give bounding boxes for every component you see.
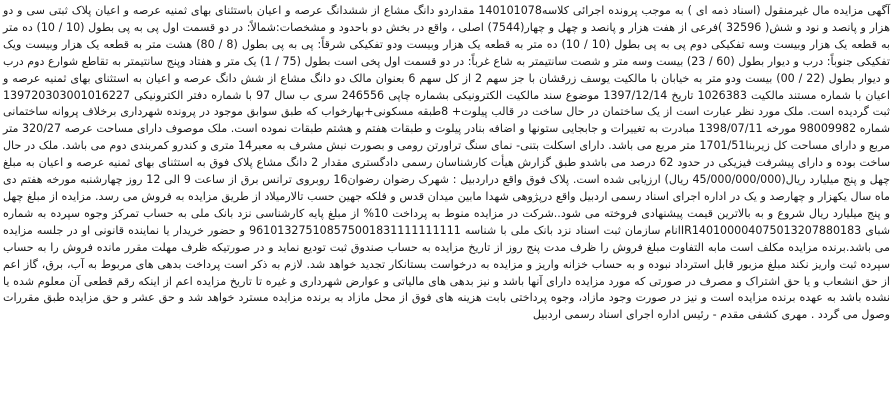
- notice-body-text: آگهی مزایده مال غیرمنقول (اسناد ذمه ای ) به موجب پرونده اجرائی کلاسه140101078 مقداردو دانگ مشاع از ششدانگ عرصه و اعیان باستثنای بهای ثمنیه عرصه و اعیان پلاک ثبتی سی و دو هزار و پانصد و نود و شش( 32596 )فرعی از هفت هزار و پانصد و چهل و چهار(7544) اصلی ، واقع در بخش دو باحدود و مشخصات:شمالاً: در دو قسمت اول پی به پی بطول (10 / 10) ده متر به قطعه یک هزار وبیست وسه تفکیکی دوم پی به پی بطول (10 / 10) ده متر به قطعه یک هزار وبیست ودو تفکیکی شرقاً: پی به پی بطول (8 / 80) هشت متر به قطعه یک هزار وبیست ویک تفکیکی جنوباً: درب و دیوار بطول (60 / 23) بیست وسه متر و شصت سانتیمتر به شاع غرباً: در دو قسمت اول پخی است بطول (75 / 1) یک متر و هفتاد وپنج سانتیمتر به تقاطع شوارع دوم درب و دیوار بطول (22 / 00) بیست ودو متر به خیابان با مالکیت یوسف زرقشان با جز سهم 2 از کل سهم 6 بعنوان مالک دو دانگ مشاع از شش دانگ عرصه و اعیان به استثنای بهای ثمنیه عرصه و اعیان با شماره مستند مالکیت 1026383 تاریخ 1397/12/14 موضوع سند مالکیت الکترونیکی بشماره چاپی 246556 سری ب سال 97 با شماره دفتر الکترونیکی 139720303001016227 ثبت گردیده است. ملک مورد نظر عبارت است از یک ساختمان در حال ساخت در قالب پیلوت+ 8طبقه مسکونی+بهارخواب که طبق سوابق موجود در پرونده شهرداری برخلاف پروانه ساختمانی شماره 98009982 مورخه 1398/07/11 مبادرت به تغییرات و جابجایی ستونها و اضافه بنادر پیلوت و طبقات هفتم و هشتم طبقات نموده است. ملک موصوف دارای مساحت عرصه 320/27 متر مربع و دارای مساحت کل زیربنا1701/51 متر مربع می باشد. دارای اسکلت بتنی- نمای سنگ تراورتن رومی و بصورت نبش مشرف به معبر14 متری و کندرو کمربندی دوم می باشد. ملک در حال ساخت بوده و دارای پیشرفت فیزیکی در حدود 62 درصد می باشدو طبق گزارش هیأت کارشناسان رسمی دادگستری مقدار 2 دانگ مشاع پلاک فوق به استثنای بهای ثمنیه عرصه و اعیان به مبلغ چهل و پنج میلیارد ریال(45/000/000/000 ریال) ارزیابی شده است. پلاک فوق واقع دراردبیل : شهرک رضوان رضوان16 روبروی ترانس برق از ساعت 9 الی 12 روز چهارشنبه مورخه هفتم دی ماه سال یکهزار و چهارصد و یک در اداره اجرای اسناد رسمی اردبیل واقع درپژوهی شهدا مابین میدان قدس و فلکه جهین حسب تالارمیلاد از طریق مزایده به فروش می رسد. مزایده از مبلغ چهل و پنج میلیارد ریال شروع و به بالاترین قیمت پیشنهادی فروخته می شود..شرکت در مزایده منوط به پرداخت 10% از مبلغ پایه کارشناسی نزد بانک ملی به حساب تمرکز وجوه سپرده به شماره شبای IR140100004075013207880183انام سازمان ثبت اسناد نزد بانک ملی با شناسه 961013275108575001831111111111 و حضور خریدار یا نماینده قانونی او در جلسه مزایده می باشد.برنده مزایده مکلف است مابه التفاوت مبلغ فروش را ظرف مدت پنج روز از تاریخ مزایده به حساب صندوق ثبت تودیع نماید و در صورتیکه ظرف مهلت مقرر مانده فروش را به حساب سپرده ثبت واریز نکند مبلغ مزبور قابل استرداد نبوده و به حساب خزانه واریز و مزایده به درخواست بستانکار تجدید خواهد شد. لازم به ذکر است پرداخت بدهی های مربوط به آب، برق، گاز اعم از حق انشعاب و یا حق اشتراک و مصرف در صورتی که مورد مزایده دارای آنها باشد و نیز بدهی های مالیاتی و عوارض شهرداری و غیره تا تاریخ مزایده اعم از اینکه رقم قطعی آن معلوم شده یا نشده باشد به عهده برنده مزایده است و نیز در صورت وجود مازاد، وجوه پرداختی بابت هزینه های فوق از محل مازاد به برنده مزایده مسترد خواهد شد و حق عشر و حق مزایده طبق مقررات وصول می گردد . مهری کشفی مقدم - رئیس اداره اجرای اسناد رسمی اردبیل: [3, 4, 891, 322]
